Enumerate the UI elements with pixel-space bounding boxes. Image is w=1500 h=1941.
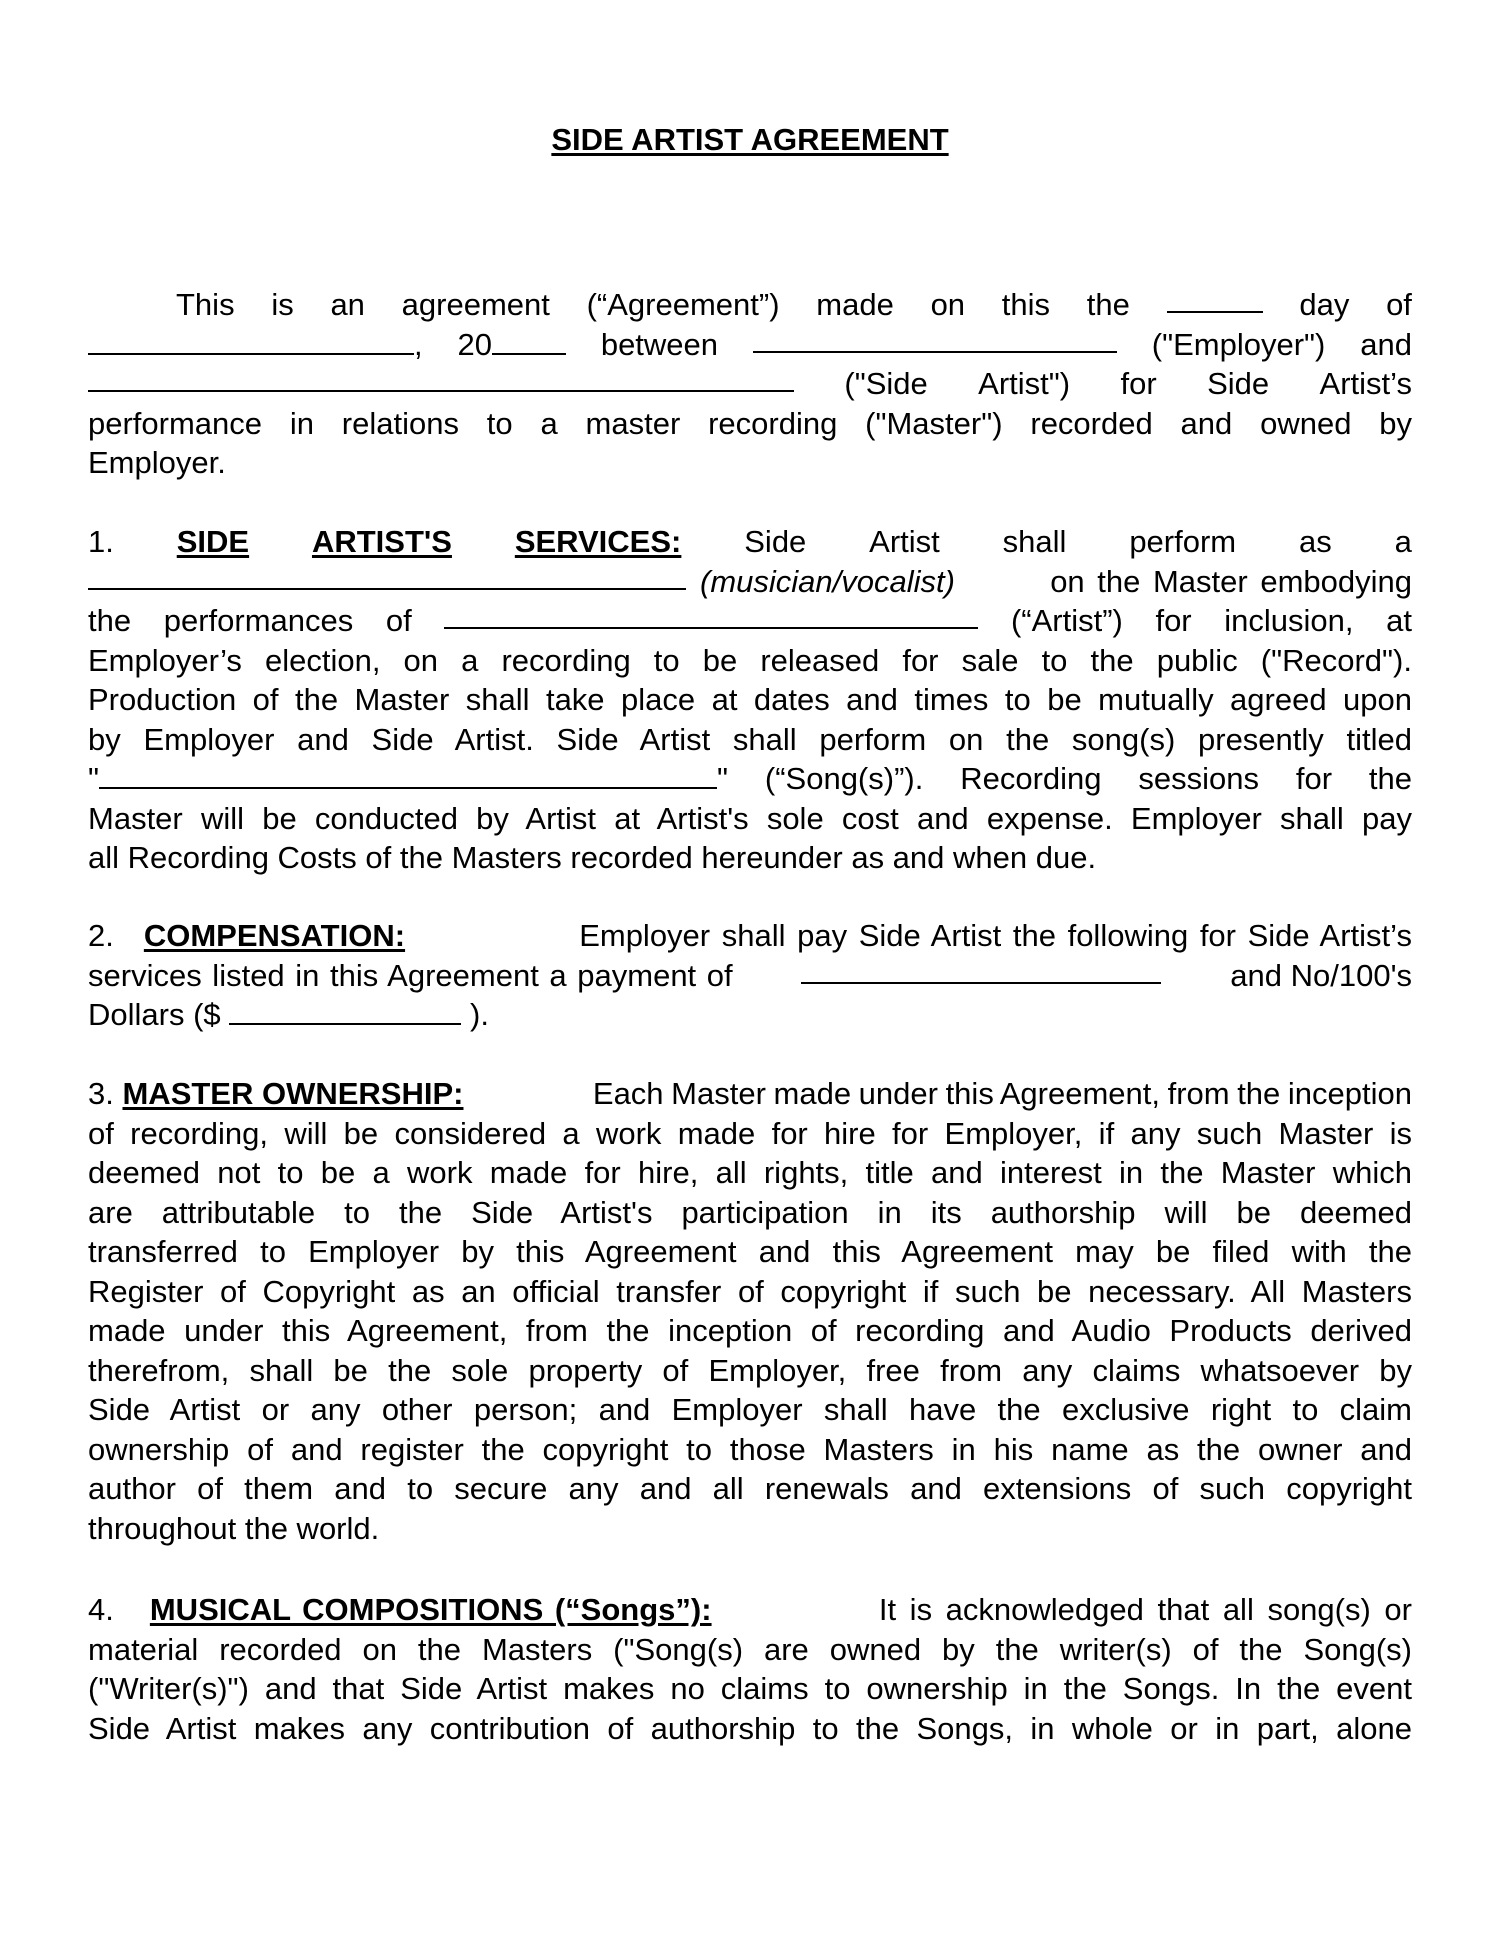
- intro-word: made: [816, 287, 894, 322]
- intro-line-3: [88, 364, 1412, 404]
- intro-word: Artist"): [978, 366, 1071, 401]
- section-heading: MUSICAL COMPOSITIONS (“Songs”):: [149, 1592, 712, 1627]
- intro-word: for: [1120, 366, 1157, 401]
- artist-blank[interactable]: [444, 601, 978, 629]
- text: services listed in this Agreement a payment of: [88, 957, 733, 993]
- word: perform: [1129, 524, 1237, 559]
- word: shall: [1002, 524, 1067, 559]
- sec3-line: made under this Agreement, from the inception of recording and Audio Products derived: [88, 1313, 1412, 1348]
- payment-words-blank[interactable]: [801, 956, 1161, 984]
- sec1-line-6: by Employer and Side Artist. Side Artist shall perform on the song(s) presently titled: [88, 721, 1412, 757]
- side-artist-blank[interactable]: [88, 364, 794, 392]
- section-1: [88, 522, 1412, 878]
- payment-amount-blank[interactable]: [229, 997, 461, 1025]
- section-2: [88, 916, 1412, 1035]
- section-heading: COMPENSATION:: [143, 918, 406, 953]
- sec3-line-last: throughout the world.: [88, 1510, 380, 1546]
- text: ).: [470, 997, 489, 1032]
- intro-word: This: [176, 287, 235, 322]
- word: inclusion,: [1224, 603, 1354, 638]
- employer-blank[interactable]: [753, 325, 1117, 353]
- word: of: [385, 603, 412, 638]
- song-title-blank[interactable]: [99, 761, 717, 789]
- sec4-line: material recorded on the Masters ("Song(s) are owned by the writer(s) of the Song(s): [88, 1631, 1412, 1667]
- sec1-line-3: [88, 601, 1412, 641]
- sec3-line: of recording, will be considered a work made for hire for Employer, if any such Master is: [88, 1115, 1412, 1151]
- intro-word: Side: [1207, 366, 1270, 401]
- intro-word: on: [930, 287, 966, 322]
- intro-word: this: [1001, 287, 1051, 322]
- intro-word: ("Employer"): [1151, 326, 1326, 362]
- section-number: 3.: [88, 1076, 114, 1111]
- sec4-line: ("Writer(s)") and that Side Artist makes no claims to ownership in the Songs. In the event: [88, 1671, 1412, 1706]
- intro-paragraph: [88, 285, 1412, 483]
- sec3-line: therefrom, shall be the sole property of Employer, free from any claims whatsoever by: [88, 1352, 1412, 1388]
- intro-word: Artist’s: [1319, 366, 1412, 401]
- section-heading: MASTER OWNERSHIP:: [122, 1076, 464, 1111]
- word: Recording: [960, 761, 1102, 796]
- word: performances: [163, 603, 354, 638]
- word: for: [1295, 761, 1333, 796]
- intro-line-1: [88, 285, 1412, 325]
- sec3-line: are attributable to the Side Artist's participation in its authorship will be deemed: [88, 1194, 1412, 1230]
- quote: ": [88, 761, 100, 796]
- word: the: [88, 603, 132, 638]
- sec3-line: author of them and to secure any and all renewals and extensions of such copyright: [88, 1471, 1412, 1506]
- sec2-line-1: [88, 916, 1412, 956]
- intro-word: is: [271, 287, 294, 322]
- sec1-line-8: Master will be conducted by Artist at Artist's sole cost and expense. Employer shall pay: [88, 800, 1412, 836]
- text: and No/100's: [1230, 957, 1412, 993]
- quote: ": [717, 761, 729, 796]
- intro-word: ("Side: [844, 366, 928, 401]
- comma: ,: [414, 326, 423, 362]
- instrument-blank[interactable]: [88, 562, 686, 590]
- intro-word: day: [1299, 287, 1350, 322]
- sec3-line-1: [88, 1074, 1412, 1114]
- year-blank[interactable]: [492, 327, 566, 355]
- section-heading: ARTIST'S: [311, 524, 452, 559]
- section-number: 1.: [88, 524, 114, 559]
- sec1-line-5: Production of the Master shall take place at dates and times to be mutually agreed upon: [88, 682, 1412, 717]
- italic-text: (musician/vocalist): [700, 563, 955, 599]
- intro-word: (“Agreement”): [586, 287, 780, 322]
- sec1-line-2: [88, 562, 1412, 602]
- sec1-line-7: [88, 759, 1412, 799]
- intro-word: and: [1360, 326, 1412, 362]
- word: Artist: [869, 524, 940, 559]
- word: (“Artist”): [1010, 603, 1123, 638]
- word: as: [1299, 524, 1332, 559]
- sec4-line: Side Artist makes any contribution of authorship to the Songs, in whole or in part, alone: [88, 1710, 1412, 1746]
- section-heading: SIDE: [176, 524, 250, 559]
- intro-line-4: performance in relations to a master recording ("Master") recorded and owned by: [88, 405, 1412, 441]
- section-number: 2.: [88, 918, 114, 953]
- sec1-line-9: all Recording Costs of the Masters recorded hereunder as and when due.: [88, 840, 1097, 875]
- month-blank[interactable]: [88, 327, 414, 355]
- text: It is acknowledged that all song(s) or: [878, 1592, 1412, 1627]
- sec3-line: Side Artist or any other person; and Employer shall have the exclusive right to claim: [88, 1392, 1412, 1427]
- word: at: [1386, 603, 1412, 638]
- intro-word: of: [1386, 287, 1412, 322]
- word: the: [1368, 761, 1412, 796]
- sec2-line-3: [88, 995, 1412, 1035]
- intro-word: between: [600, 326, 719, 362]
- document-title: SIDE ARTIST AGREEMENT: [551, 122, 949, 157]
- section-4: [88, 1590, 1412, 1748]
- year-prefix: 20: [457, 326, 492, 362]
- text: Employer shall pay Side Artist the following for Side Artist’s: [579, 918, 1412, 953]
- word: sessions: [1138, 761, 1259, 796]
- section-number: 4.: [88, 1592, 114, 1627]
- text: Dollars ($: [88, 997, 221, 1032]
- word: for: [1155, 603, 1192, 638]
- sec3-line: deemed not to be a work made for hire, all rights, title and interest in the Master which: [88, 1155, 1412, 1190]
- section-3: [88, 1074, 1412, 1548]
- day-blank[interactable]: [1167, 285, 1263, 313]
- sec1-line-1: [88, 522, 1412, 562]
- word: Side: [744, 524, 807, 559]
- sec4-line-1: [88, 1590, 1412, 1630]
- intro-word: an: [330, 287, 365, 322]
- text: Each Master made under this Agreement, from the inception: [592, 1076, 1412, 1111]
- sec3-line: Register of Copyright as an official transfer of copyright if such be necessary. All Masters: [88, 1273, 1412, 1309]
- sec2-line-2: [88, 956, 1412, 996]
- intro-word: agreement: [401, 287, 550, 322]
- intro-line-5: Employer.: [88, 445, 226, 480]
- word: (“Song(s)”).: [764, 761, 924, 796]
- intro-line-2: [88, 325, 1412, 365]
- section-heading: SERVICES:: [514, 524, 682, 559]
- sec3-line: ownership of and register the copyright to those Masters in his name as the owner and: [88, 1431, 1412, 1467]
- sec1-line-4: Employer’s election, on a recording to be released for sale to the public ("Record").: [88, 642, 1412, 678]
- text: on the Master embodying: [1050, 563, 1412, 599]
- sec3-line: transferred to Employer by this Agreement and this Agreement may be filed with the: [88, 1234, 1412, 1269]
- word: a: [1394, 524, 1412, 559]
- intro-word: the: [1086, 287, 1130, 322]
